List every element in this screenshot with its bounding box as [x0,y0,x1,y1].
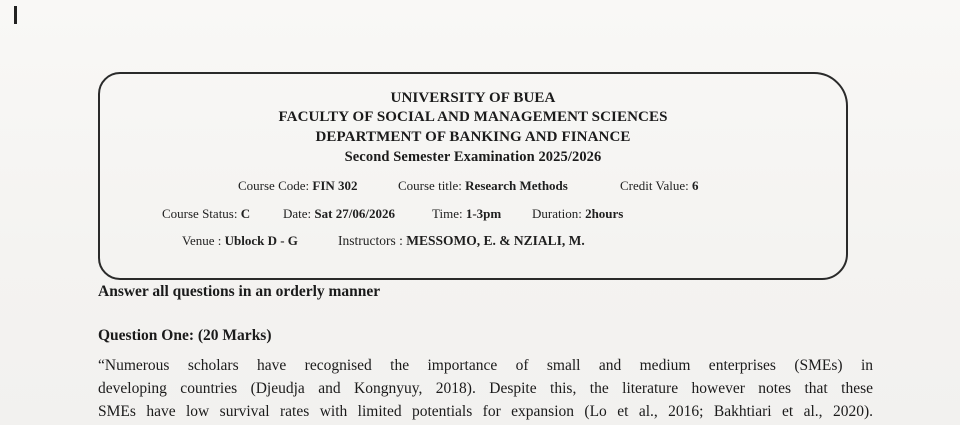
question-one-line: “Numerous scholars have recognised the importance of small and medium enterprises (SMEs) in [98,357,873,374]
venue-value: Ublock D - G [224,233,298,248]
course-code-value: FIN 302 [312,178,358,193]
credit-value: Credit Value: 6 [620,178,699,193]
exam-title: Second Semester Examination 2025/2026 [344,149,602,165]
question-one-line: developing countries (Djeudja and Kongnyuy, 2018). Despite this, the literature however notes that these [98,380,873,397]
exam-duration: Duration: 2hours [532,206,624,221]
venue: Venue : Ublock D - G [182,233,298,248]
course-title-value: Research Methods [465,178,568,193]
course-code: Course Code: FIN 302 [238,178,358,193]
exam-date-value: Sat 27/06/2026 [314,206,395,221]
course-status: Course Status: C [162,206,251,221]
credit-value-number: 6 [691,178,699,193]
edge-mark [14,6,17,24]
question-one-line: SMEs have low survival rates with limited potentials for expansion (Lo et al., 2016; Bakhtiari et al., 2020). [98,403,873,420]
university-name: UNIVERSITY OF BUEA [390,90,556,106]
course-status-value: C [240,206,251,221]
instructors: Instructors : MESSOMO, E. & NZIALI, M. [338,233,585,248]
department-name: DEPARTMENT OF BANKING AND FINANCE [315,129,631,145]
course-title: Course title: Research Methods [398,178,568,193]
instruction-text: Answer all questions in an orderly manner [98,283,381,300]
faculty-name: FACULTY OF SOCIAL AND MANAGEMENT SCIENCES [278,109,668,125]
instructors-value: MESSOMO, E. & NZIALI, M. [406,233,585,248]
exam-time: Time: 1-3pm [432,206,502,221]
question-one-heading: Question One: (20 Marks) [98,327,272,344]
exam-duration-value: 2hours [585,206,624,221]
exam-time-value: 1-3pm [465,206,502,221]
exam-date: Date: Sat 27/06/2026 [283,206,395,221]
